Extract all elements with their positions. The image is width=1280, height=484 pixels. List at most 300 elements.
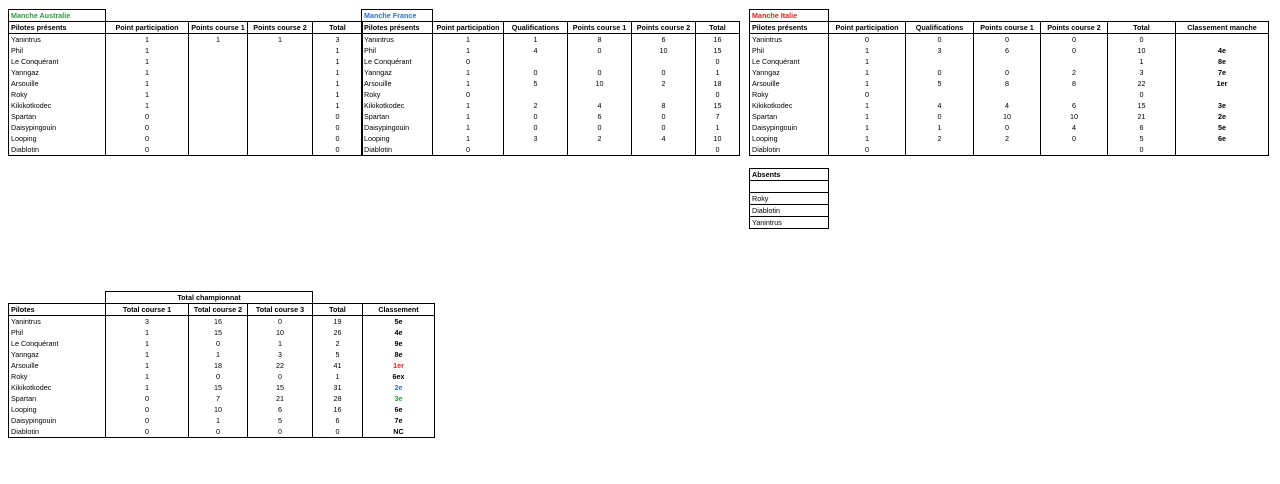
value-cell: 0 bbox=[568, 67, 632, 78]
table-row bbox=[362, 100, 740, 111]
empty-cell bbox=[313, 292, 363, 304]
pilot-name: Arsouille bbox=[362, 78, 433, 89]
value-cell bbox=[1176, 89, 1269, 100]
value-cell bbox=[1176, 34, 1269, 46]
column-header: Classement bbox=[363, 304, 435, 316]
table-row bbox=[9, 111, 363, 122]
value-cell: 16 bbox=[189, 316, 248, 328]
column-header: Pilotes présents bbox=[362, 22, 433, 34]
column-header: Points course 1 bbox=[974, 22, 1041, 34]
value-cell: 0 bbox=[189, 338, 248, 349]
empty-cell bbox=[1176, 10, 1269, 22]
manche-title: Manche Italie bbox=[750, 10, 829, 22]
pilot-name: Daisypingouin bbox=[9, 122, 106, 133]
value-cell: 0 bbox=[106, 415, 189, 426]
pilot-name: Arsouille bbox=[750, 78, 829, 89]
value-cell: 6 bbox=[248, 404, 313, 415]
column-header: Classement manche bbox=[1176, 22, 1269, 34]
empty-cell bbox=[568, 10, 632, 22]
value-cell: 1 bbox=[313, 67, 363, 78]
manche-title-row bbox=[750, 10, 1269, 22]
column-header: Total course 1 bbox=[106, 304, 189, 316]
column-header: Total bbox=[1108, 22, 1176, 34]
value-cell bbox=[974, 89, 1041, 100]
table-row bbox=[9, 316, 435, 328]
pilot-name: Daisypingouin bbox=[362, 122, 433, 133]
value-cell: 1 bbox=[313, 56, 363, 67]
table-row bbox=[9, 404, 435, 415]
pilot-name: Daisypingouin bbox=[9, 415, 106, 426]
value-cell bbox=[189, 56, 248, 67]
pilot-name: Kikikotkodec bbox=[9, 382, 106, 393]
value-cell bbox=[248, 144, 313, 156]
pilot-name: Phil bbox=[9, 327, 106, 338]
empty-cell bbox=[632, 10, 696, 22]
value-cell: 15 bbox=[1108, 100, 1176, 111]
table-row bbox=[362, 111, 740, 122]
value-cell bbox=[189, 78, 248, 89]
value-cell: 21 bbox=[1108, 111, 1176, 122]
value-cell: 1er bbox=[1176, 78, 1269, 89]
empty-cell bbox=[974, 10, 1041, 22]
value-cell: 0 bbox=[504, 67, 568, 78]
value-cell: 1 bbox=[829, 78, 906, 89]
pilot-name: Yanintrus bbox=[9, 316, 106, 328]
value-cell bbox=[189, 133, 248, 144]
pilot-name: Yanngaz bbox=[362, 67, 433, 78]
value-cell: 3 bbox=[106, 316, 189, 328]
empty-cell bbox=[9, 292, 106, 304]
value-cell: 0 bbox=[313, 111, 363, 122]
classement-cell: 3e bbox=[363, 393, 435, 404]
value-cell: 7 bbox=[189, 393, 248, 404]
value-cell: 1 bbox=[433, 67, 504, 78]
value-cell: 0 bbox=[632, 111, 696, 122]
classement-cell: 5e bbox=[363, 316, 435, 328]
value-cell: 15 bbox=[696, 100, 740, 111]
value-cell: 1 bbox=[106, 78, 189, 89]
column-header: Pilotes présents bbox=[9, 22, 106, 34]
column-header: Total bbox=[313, 304, 363, 316]
value-cell: 0 bbox=[433, 144, 504, 156]
value-cell: 15 bbox=[189, 327, 248, 338]
table-row bbox=[750, 56, 1269, 67]
value-cell: 4 bbox=[906, 100, 974, 111]
value-cell: 1 bbox=[106, 360, 189, 371]
value-cell: 1 bbox=[829, 67, 906, 78]
pilot-name: Diablotin bbox=[9, 426, 106, 438]
pilot-name: Yanngaz bbox=[750, 67, 829, 78]
value-cell: 1 bbox=[106, 327, 189, 338]
value-cell bbox=[906, 56, 974, 67]
value-cell: 0 bbox=[906, 67, 974, 78]
table-row bbox=[750, 144, 1269, 156]
table-row bbox=[362, 144, 740, 156]
value-cell bbox=[504, 89, 568, 100]
empty-cell bbox=[248, 10, 313, 22]
value-cell: 31 bbox=[313, 382, 363, 393]
manche-australie-table bbox=[8, 9, 363, 156]
pilot-name: Kikikotkodec bbox=[750, 100, 829, 111]
value-cell: 2 bbox=[313, 338, 363, 349]
value-cell: 28 bbox=[313, 393, 363, 404]
manche-title: Manche France bbox=[362, 10, 433, 22]
table-row bbox=[9, 89, 363, 100]
value-cell: 0 bbox=[313, 133, 363, 144]
value-cell: 1 bbox=[189, 349, 248, 360]
table-row bbox=[9, 56, 363, 67]
value-cell: 1 bbox=[313, 89, 363, 100]
empty-cell bbox=[313, 10, 363, 22]
header-row bbox=[9, 22, 363, 34]
classement-cell: 1er bbox=[363, 360, 435, 371]
column-header: Point participation bbox=[106, 22, 189, 34]
value-cell: 2 bbox=[632, 78, 696, 89]
value-cell: 0 bbox=[313, 144, 363, 156]
pilot-name: Kikikotkodec bbox=[9, 100, 106, 111]
value-cell bbox=[1041, 56, 1108, 67]
manche-title-row bbox=[362, 10, 740, 22]
manche-title-row bbox=[9, 10, 363, 22]
absent-row bbox=[750, 193, 829, 205]
value-cell: 3e bbox=[1176, 100, 1269, 111]
column-header: Total course 3 bbox=[248, 304, 313, 316]
pilot-name: Phil bbox=[362, 45, 433, 56]
value-cell bbox=[248, 78, 313, 89]
column-header: Total bbox=[696, 22, 740, 34]
pilot-name: Arsouille bbox=[9, 78, 106, 89]
empty-cell bbox=[906, 10, 974, 22]
column-header: Total bbox=[313, 22, 363, 34]
value-cell bbox=[1041, 89, 1108, 100]
value-cell bbox=[248, 100, 313, 111]
absent-row bbox=[750, 217, 829, 229]
value-cell: 6 bbox=[1041, 100, 1108, 111]
value-cell: 1 bbox=[829, 122, 906, 133]
value-cell bbox=[568, 89, 632, 100]
value-cell: 1 bbox=[106, 34, 189, 46]
value-cell: 0 bbox=[974, 122, 1041, 133]
header-row bbox=[750, 22, 1269, 34]
value-cell: 6 bbox=[1108, 122, 1176, 133]
value-cell: 0 bbox=[106, 426, 189, 438]
value-cell: 0 bbox=[189, 426, 248, 438]
pilot-name: Looping bbox=[750, 133, 829, 144]
table-row bbox=[9, 34, 363, 46]
column-header: Point participation bbox=[433, 22, 504, 34]
value-cell: 6 bbox=[974, 45, 1041, 56]
value-cell: 1 bbox=[106, 67, 189, 78]
table-row bbox=[750, 89, 1269, 100]
value-cell: 1 bbox=[433, 111, 504, 122]
value-cell: 19 bbox=[313, 316, 363, 328]
table-row bbox=[750, 100, 1269, 111]
pilot-name: Daisypingouin bbox=[750, 122, 829, 133]
value-cell: 5e bbox=[1176, 122, 1269, 133]
pilot-name: Diablotin bbox=[362, 144, 433, 156]
value-cell: 0 bbox=[504, 122, 568, 133]
pilot-name: Kikikotkodec bbox=[362, 100, 433, 111]
value-cell: 1 bbox=[106, 56, 189, 67]
value-cell: 0 bbox=[433, 89, 504, 100]
value-cell bbox=[974, 144, 1041, 156]
value-cell: 1 bbox=[696, 67, 740, 78]
championnat-table bbox=[8, 291, 435, 438]
value-cell bbox=[504, 56, 568, 67]
value-cell: 6 bbox=[313, 415, 363, 426]
value-cell: 0 bbox=[313, 122, 363, 133]
column-header: Points course 2 bbox=[632, 22, 696, 34]
value-cell: 2 bbox=[974, 133, 1041, 144]
value-cell: 10 bbox=[974, 111, 1041, 122]
table-row bbox=[9, 100, 363, 111]
value-cell: 2 bbox=[568, 133, 632, 144]
pilot-name: Yanintrus bbox=[362, 34, 433, 46]
value-cell bbox=[189, 45, 248, 56]
empty-cell bbox=[1041, 10, 1108, 22]
pilot-name: Yanngaz bbox=[9, 67, 106, 78]
pilot-name: Arsouille bbox=[9, 360, 106, 371]
value-cell: 18 bbox=[189, 360, 248, 371]
table-row bbox=[9, 122, 363, 133]
table-row bbox=[9, 144, 363, 156]
value-cell bbox=[189, 67, 248, 78]
classement-cell: 2e bbox=[363, 382, 435, 393]
column-header: Pilotes présents bbox=[750, 22, 829, 34]
value-cell: 4 bbox=[1041, 122, 1108, 133]
absents-table bbox=[749, 168, 829, 229]
absent-pilot: Diablotin bbox=[750, 205, 829, 217]
classement-cell: 6ex bbox=[363, 371, 435, 382]
value-cell: 1 bbox=[829, 100, 906, 111]
empty-cell bbox=[750, 181, 829, 193]
value-cell bbox=[632, 56, 696, 67]
value-cell bbox=[504, 144, 568, 156]
value-cell: 10 bbox=[632, 45, 696, 56]
value-cell: 10 bbox=[248, 327, 313, 338]
pilot-name: Looping bbox=[9, 133, 106, 144]
table-row bbox=[750, 122, 1269, 133]
column-header: Qualifications bbox=[906, 22, 974, 34]
value-cell: 0 bbox=[632, 122, 696, 133]
value-cell bbox=[568, 56, 632, 67]
value-cell: 0 bbox=[1108, 34, 1176, 46]
value-cell: 1 bbox=[313, 78, 363, 89]
value-cell: 1 bbox=[313, 45, 363, 56]
pilot-name: Roky bbox=[9, 371, 106, 382]
pilot-name: Le Conquérant bbox=[750, 56, 829, 67]
absents-title: Absents bbox=[750, 169, 829, 181]
table-row bbox=[362, 34, 740, 46]
table-row bbox=[9, 338, 435, 349]
empty-cell bbox=[1108, 10, 1176, 22]
value-cell: 10 bbox=[1108, 45, 1176, 56]
value-cell: 1 bbox=[313, 371, 363, 382]
value-cell bbox=[632, 144, 696, 156]
value-cell: 1 bbox=[189, 34, 248, 46]
classement-cell: NC bbox=[363, 426, 435, 438]
pilot-name: Spartan bbox=[362, 111, 433, 122]
header-row bbox=[362, 22, 740, 34]
pilot-name: Roky bbox=[750, 89, 829, 100]
value-cell: 3 bbox=[248, 349, 313, 360]
value-cell bbox=[248, 45, 313, 56]
value-cell: 5 bbox=[248, 415, 313, 426]
classement-cell: 7e bbox=[363, 415, 435, 426]
value-cell: 0 bbox=[248, 316, 313, 328]
empty-cell bbox=[829, 10, 906, 22]
manche-title: Manche Australie bbox=[9, 10, 106, 22]
empty-cell bbox=[696, 10, 740, 22]
value-cell: 3 bbox=[1108, 67, 1176, 78]
pilot-name: Roky bbox=[362, 89, 433, 100]
value-cell bbox=[1041, 144, 1108, 156]
column-header: Points course 2 bbox=[248, 22, 313, 34]
value-cell: 7 bbox=[696, 111, 740, 122]
value-cell: 4e bbox=[1176, 45, 1269, 56]
value-cell: 2 bbox=[1041, 67, 1108, 78]
table-row bbox=[750, 67, 1269, 78]
table-row bbox=[9, 67, 363, 78]
value-cell: 22 bbox=[248, 360, 313, 371]
table-row bbox=[9, 426, 435, 438]
value-cell: 1 bbox=[106, 100, 189, 111]
empty-cell bbox=[363, 292, 435, 304]
table-row bbox=[750, 34, 1269, 46]
value-cell: 1 bbox=[433, 100, 504, 111]
value-cell: 8 bbox=[1041, 78, 1108, 89]
table-row bbox=[362, 122, 740, 133]
value-cell bbox=[189, 122, 248, 133]
manche-france-table bbox=[361, 9, 740, 156]
value-cell: 10 bbox=[568, 78, 632, 89]
classement-cell: 6e bbox=[363, 404, 435, 415]
empty-cell bbox=[504, 10, 568, 22]
value-cell: 1 bbox=[248, 34, 313, 46]
value-cell: 0 bbox=[248, 371, 313, 382]
value-cell: 0 bbox=[313, 426, 363, 438]
value-cell bbox=[906, 89, 974, 100]
table-row bbox=[9, 382, 435, 393]
pilot-name: Looping bbox=[362, 133, 433, 144]
value-cell: 6e bbox=[1176, 133, 1269, 144]
absent-pilot: Yanintrus bbox=[750, 217, 829, 229]
value-cell: 1 bbox=[433, 45, 504, 56]
value-cell: 0 bbox=[504, 111, 568, 122]
table-row bbox=[362, 67, 740, 78]
value-cell: 26 bbox=[313, 327, 363, 338]
value-cell: 1 bbox=[189, 415, 248, 426]
table-row bbox=[362, 45, 740, 56]
value-cell: 1 bbox=[106, 45, 189, 56]
value-cell: 4 bbox=[568, 100, 632, 111]
value-cell bbox=[248, 122, 313, 133]
value-cell: 0 bbox=[829, 34, 906, 46]
value-cell: 2 bbox=[906, 133, 974, 144]
value-cell: 1 bbox=[433, 133, 504, 144]
value-cell: 0 bbox=[696, 89, 740, 100]
value-cell: 0 bbox=[906, 111, 974, 122]
table-row bbox=[750, 133, 1269, 144]
value-cell: 8 bbox=[568, 34, 632, 46]
value-cell: 0 bbox=[696, 144, 740, 156]
value-cell: 0 bbox=[632, 67, 696, 78]
value-cell: 0 bbox=[829, 144, 906, 156]
value-cell: 21 bbox=[248, 393, 313, 404]
value-cell: 3 bbox=[313, 34, 363, 46]
table-row bbox=[9, 349, 435, 360]
table-row bbox=[9, 78, 363, 89]
value-cell: 5 bbox=[504, 78, 568, 89]
pilot-name: Le Conquérant bbox=[9, 56, 106, 67]
value-cell: 5 bbox=[313, 349, 363, 360]
value-cell: 0 bbox=[906, 34, 974, 46]
empty-cell bbox=[433, 10, 504, 22]
value-cell: 0 bbox=[568, 122, 632, 133]
value-cell bbox=[248, 133, 313, 144]
table-row bbox=[9, 371, 435, 382]
value-cell: 8 bbox=[632, 100, 696, 111]
championnat-group-title: Total championnat bbox=[106, 292, 313, 304]
absent-row bbox=[750, 205, 829, 217]
manche-italie-table bbox=[749, 9, 1269, 156]
value-cell: 15 bbox=[189, 382, 248, 393]
value-cell: 0 bbox=[106, 393, 189, 404]
value-cell: 0 bbox=[568, 45, 632, 56]
value-cell: 1 bbox=[106, 338, 189, 349]
value-cell: 0 bbox=[106, 133, 189, 144]
value-cell: 1 bbox=[433, 78, 504, 89]
value-cell: 10 bbox=[1041, 111, 1108, 122]
pilot-name: Diablotin bbox=[9, 144, 106, 156]
value-cell: 15 bbox=[248, 382, 313, 393]
value-cell: 4 bbox=[974, 100, 1041, 111]
value-cell: 0 bbox=[1108, 89, 1176, 100]
value-cell: 0 bbox=[1041, 45, 1108, 56]
value-cell: 10 bbox=[189, 404, 248, 415]
absents-header-row bbox=[750, 169, 829, 181]
value-cell: 1 bbox=[504, 34, 568, 46]
value-cell: 2 bbox=[504, 100, 568, 111]
column-header: Qualifications bbox=[504, 22, 568, 34]
column-header: Points course 1 bbox=[568, 22, 632, 34]
empty-cell bbox=[106, 10, 189, 22]
value-cell bbox=[248, 111, 313, 122]
value-cell: 15 bbox=[696, 45, 740, 56]
value-cell: 1 bbox=[106, 382, 189, 393]
value-cell bbox=[189, 89, 248, 100]
table-row bbox=[362, 78, 740, 89]
pilot-name: Spartan bbox=[9, 393, 106, 404]
table-row bbox=[362, 89, 740, 100]
absents-blank-row bbox=[750, 181, 829, 193]
column-header: Points course 2 bbox=[1041, 22, 1108, 34]
value-cell bbox=[1176, 144, 1269, 156]
table-row bbox=[362, 133, 740, 144]
value-cell: 0 bbox=[829, 89, 906, 100]
value-cell: 5 bbox=[906, 78, 974, 89]
value-cell: 1 bbox=[906, 122, 974, 133]
value-cell: 0 bbox=[696, 56, 740, 67]
championnat-title-row bbox=[9, 292, 435, 304]
column-header: Pilotes bbox=[9, 304, 106, 316]
table-row bbox=[9, 360, 435, 371]
table-row bbox=[9, 327, 435, 338]
value-cell: 1 bbox=[106, 349, 189, 360]
classement-cell: 4e bbox=[363, 327, 435, 338]
table-row bbox=[9, 415, 435, 426]
column-header: Total course 2 bbox=[189, 304, 248, 316]
